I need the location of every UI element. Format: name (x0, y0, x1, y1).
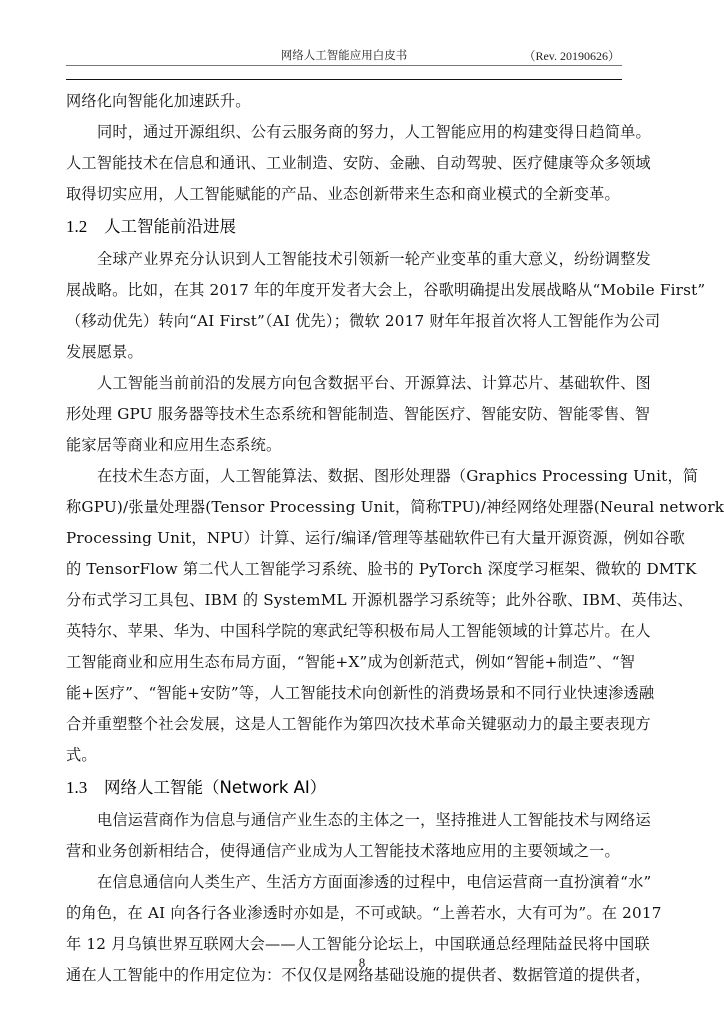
text-line: Processing Unit，NPU）计算、运行/编译/管理等基础软件已有大量开源资源，例如谷歌 (66, 529, 685, 547)
section-number: 1.3 (66, 778, 88, 797)
text-line: 分布式学习工具包、IBM 的 SystemML 开源机器学习系统等；此外谷歌、IBM、英伟达、 (66, 591, 693, 609)
running-header (66, 47, 622, 63)
text-line: 通在人工智能中的作用定位为：不仅仅是网络基础设施的提供者、数据管道的提供者， (66, 966, 651, 984)
text-line: 在信息通信向人类生产、生活方方面面渗透的过程中，电信运营商一直扮演着“水” (97, 873, 652, 891)
text-line: 式。 (66, 746, 97, 764)
text-line: （移动优先）转向“AI First”（AI 优先）；微软 2017 财年年报首次将人工智能作为公司 (66, 312, 661, 330)
text-line: 能家居等商业和应用生态系统。 (66, 436, 282, 454)
section-number: 1.2 (66, 217, 88, 236)
section-title: 人工智能前沿进展 (104, 217, 236, 236)
text-line: 营和业务创新相结合，使得通信产业成为人工智能技术落地应用的主要领域之一。 (66, 842, 620, 860)
text-line: 在技术生态方面，人工智能算法、数据、图形处理器（Graphics Processing Unit，简 (97, 467, 699, 485)
header-revision: （Rev. 20190626） (523, 49, 620, 63)
header-rule-thick (66, 79, 622, 80)
text-line: 称GPU)/张量处理器(Tensor Processing Unit，简称TPU)/神经网络处理器(Neural network (66, 498, 724, 516)
text-line: 的 TensorFlow 第二代人工智能学习系统、脸书的 PyTorch 深度学习框架、微软的 DMTK (66, 560, 697, 578)
body-text (66, 86, 724, 991)
header-title: 网络人工智能应用白皮书 (280, 48, 408, 62)
text-line: 发展愿景。 (66, 343, 143, 361)
text-line: 工智能商业和应用生态布局方面，“智能+X”成为创新范式，例如“智能+制造”、“智 (66, 653, 636, 671)
text-line: 年 12 月乌镇世界互联网大会——人工智能分论坛上，中国联通总经理陆益民将中国联 (66, 935, 650, 953)
text-line: 能+医疗”、“智能+安防”等，人工智能技术向创新性的消费场景和不同行业快速渗透融 (66, 684, 655, 702)
header-rule-thin (66, 65, 622, 66)
text-line: 取得切实应用，人工智能赋能的产品、业态创新带来生态和商业模式的全新变革。 (66, 185, 620, 203)
text-line: 形处理 GPU 服务器等技术生态系统和智能制造、智能医疗、智能安防、智能零售、智 (66, 405, 651, 423)
text-line: 同时，通过开源组织、公有云服务商的努力，人工智能应用的构建变得日趋简单。 (97, 123, 651, 141)
text-line: 的角色，在 AI 向各行各业渗透时亦如是，不可或缺。“上善若水，大有可为”。在 2017 (66, 904, 662, 922)
text-line: 人工智能当前前沿的发展方向包含数据平台、开源算法、计算芯片、基础软件、图 (97, 374, 651, 392)
section-title: 网络人工智能（Network AI） (104, 778, 327, 797)
text-line: 网络化向智能化加速跃升。 (66, 92, 251, 110)
text-line: 英特尔、苹果、华为、中国科学院的寒武纪等积极布局人工智能领域的计算芯片。在人 (66, 622, 651, 640)
text-line: 全球产业界充分认识到人工智能技术引领新一轮产业变革的重大意义，纷纷调整发 (97, 250, 651, 268)
text-line: 展战略。比如，在其 2017 年的年度开发者大会上，谷歌明确提出发展战略从“Mobile First” (66, 281, 706, 299)
text-line: 合并重塑整个社会发展，这是人工智能作为第四次技术革命关键驱动力的最主要表现方 (66, 715, 651, 733)
section-heading (66, 771, 622, 805)
text-line: 电信运营商作为信息与通信产业生态的主体之一，坚持推进人工智能技术与网络运 (97, 811, 651, 829)
text-line: 人工智能技术在信息和通讯、工业制造、安防、金融、自动驾驶、医疗健康等众多领域 (66, 154, 651, 172)
page-number: 8 (358, 955, 366, 970)
section-heading (66, 210, 622, 244)
